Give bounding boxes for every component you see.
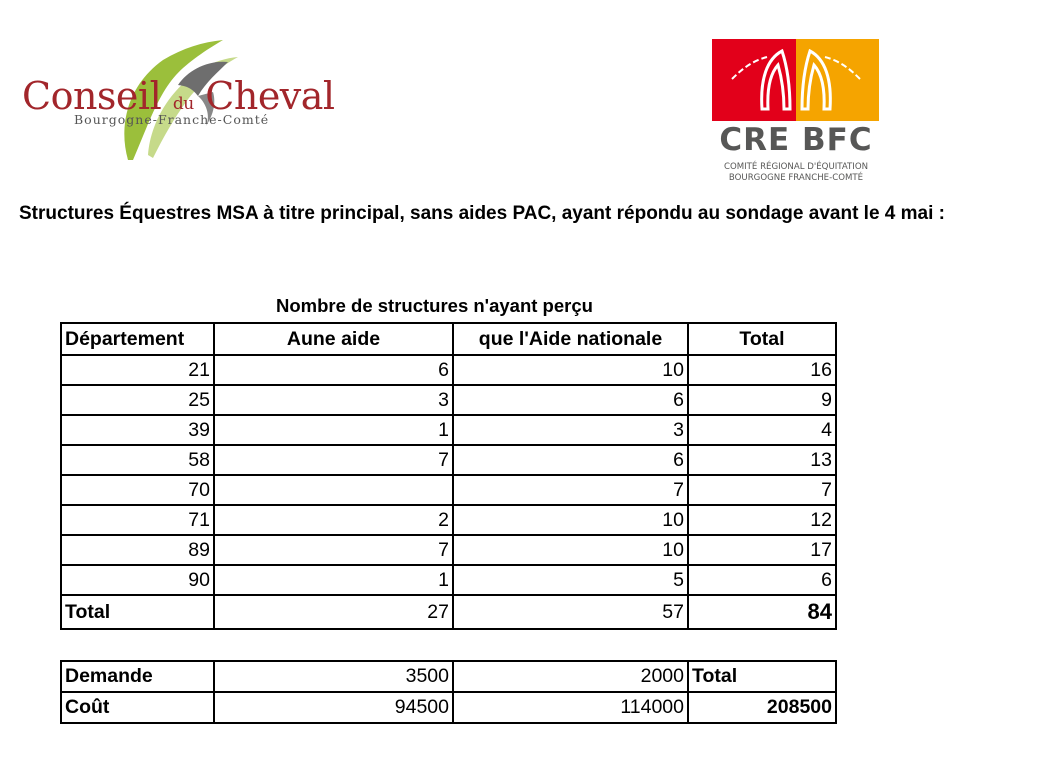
logo-word-cheval: Cheval — [205, 74, 335, 118]
logo-title: CRE BFC — [719, 122, 873, 158]
cell-aide-nationale: 7 — [453, 475, 688, 505]
cell-departement: 71 — [61, 505, 214, 535]
cell-total: 17 — [688, 535, 836, 565]
logo-subtitle-line1: COMITÉ RÉGIONAL D'ÉQUITATION — [723, 162, 869, 172]
cout-total: 208500 — [688, 692, 836, 723]
cell-departement: 90 — [61, 565, 214, 595]
conseil-du-cheval-logo — [18, 30, 335, 170]
table-header-row — [61, 323, 836, 355]
table-row — [61, 445, 836, 475]
demande-total-label: Total — [688, 661, 836, 692]
demande-label: Demande — [61, 661, 214, 692]
logo-word-conseil: Conseil — [22, 74, 162, 118]
cout-row — [61, 692, 836, 723]
cell-total: 6 — [688, 565, 836, 595]
table-row — [61, 505, 836, 535]
logo-word-du: du — [172, 94, 194, 114]
cell-aune-aide: 6 — [214, 355, 453, 385]
cell-total: 4 — [688, 415, 836, 445]
cell-aune-aide: 2 — [214, 505, 453, 535]
header-aune-aide: Aune aide — [214, 323, 453, 355]
total-label: Total — [61, 595, 214, 629]
cell-departement: 21 — [61, 355, 214, 385]
demande-aune-aide: 3500 — [214, 661, 453, 692]
structures-table — [60, 322, 837, 630]
cell-aune-aide: 1 — [214, 565, 453, 595]
total-aune-aide: 27 — [214, 595, 453, 629]
cell-total: 9 — [688, 385, 836, 415]
cout-aide-nationale: 114000 — [453, 692, 688, 723]
header-aide-nationale: que l'Aide nationale — [453, 323, 688, 355]
cell-aide-nationale: 6 — [453, 445, 688, 475]
demande-cout-table — [60, 660, 837, 724]
cell-departement: 89 — [61, 535, 214, 565]
cell-departement: 39 — [61, 415, 214, 445]
cell-total: 13 — [688, 445, 836, 475]
header-departement: Département — [61, 323, 214, 355]
table-row — [61, 565, 836, 595]
demande-aide-nationale: 2000 — [453, 661, 688, 692]
cell-aune-aide: 3 — [214, 385, 453, 415]
cell-aide-nationale: 6 — [453, 385, 688, 415]
table-row — [61, 355, 836, 385]
table-row — [61, 535, 836, 565]
cell-aide-nationale: 10 — [453, 505, 688, 535]
cout-label: Coût — [61, 692, 214, 723]
table-row — [61, 415, 836, 445]
header-total: Total — [688, 323, 836, 355]
page-heading: Structures Équestres MSA à titre principal, sans aides PAC, ayant répondu au sondage avant le 4 mai : — [19, 203, 945, 224]
cell-departement: 25 — [61, 385, 214, 415]
table-row — [61, 385, 836, 415]
demande-row — [61, 661, 836, 692]
grand-total: 84 — [688, 595, 836, 629]
horses-icon — [712, 39, 880, 121]
cell-aide-nationale: 10 — [453, 355, 688, 385]
table-row — [61, 475, 836, 505]
cell-total: 16 — [688, 355, 836, 385]
cell-aune-aide: 1 — [214, 415, 453, 445]
cell-departement: 58 — [61, 445, 214, 475]
table-total-row — [61, 595, 836, 629]
cell-aide-nationale: 10 — [453, 535, 688, 565]
cell-departement: 70 — [61, 475, 214, 505]
logo-subtitle — [711, 162, 881, 184]
cell-aune-aide: 7 — [214, 535, 453, 565]
cell-aide-nationale: 5 — [453, 565, 688, 595]
logo-region: Bourgogne-Franche-Comté — [74, 112, 270, 127]
cre-bfc-logo — [711, 38, 881, 188]
cell-aune-aide: 7 — [214, 445, 453, 475]
cell-aune-aide — [214, 475, 453, 505]
cell-aide-nationale: 3 — [453, 415, 688, 445]
logo-subtitle-line2: BOURGOGNE FRANCHE-COMTÉ — [728, 173, 864, 183]
total-aide-nationale: 57 — [453, 595, 688, 629]
cell-total: 7 — [688, 475, 836, 505]
table-caption: Nombre de structures n'ayant perçu — [276, 295, 593, 316]
cell-total: 12 — [688, 505, 836, 535]
cout-aune-aide: 94500 — [214, 692, 453, 723]
